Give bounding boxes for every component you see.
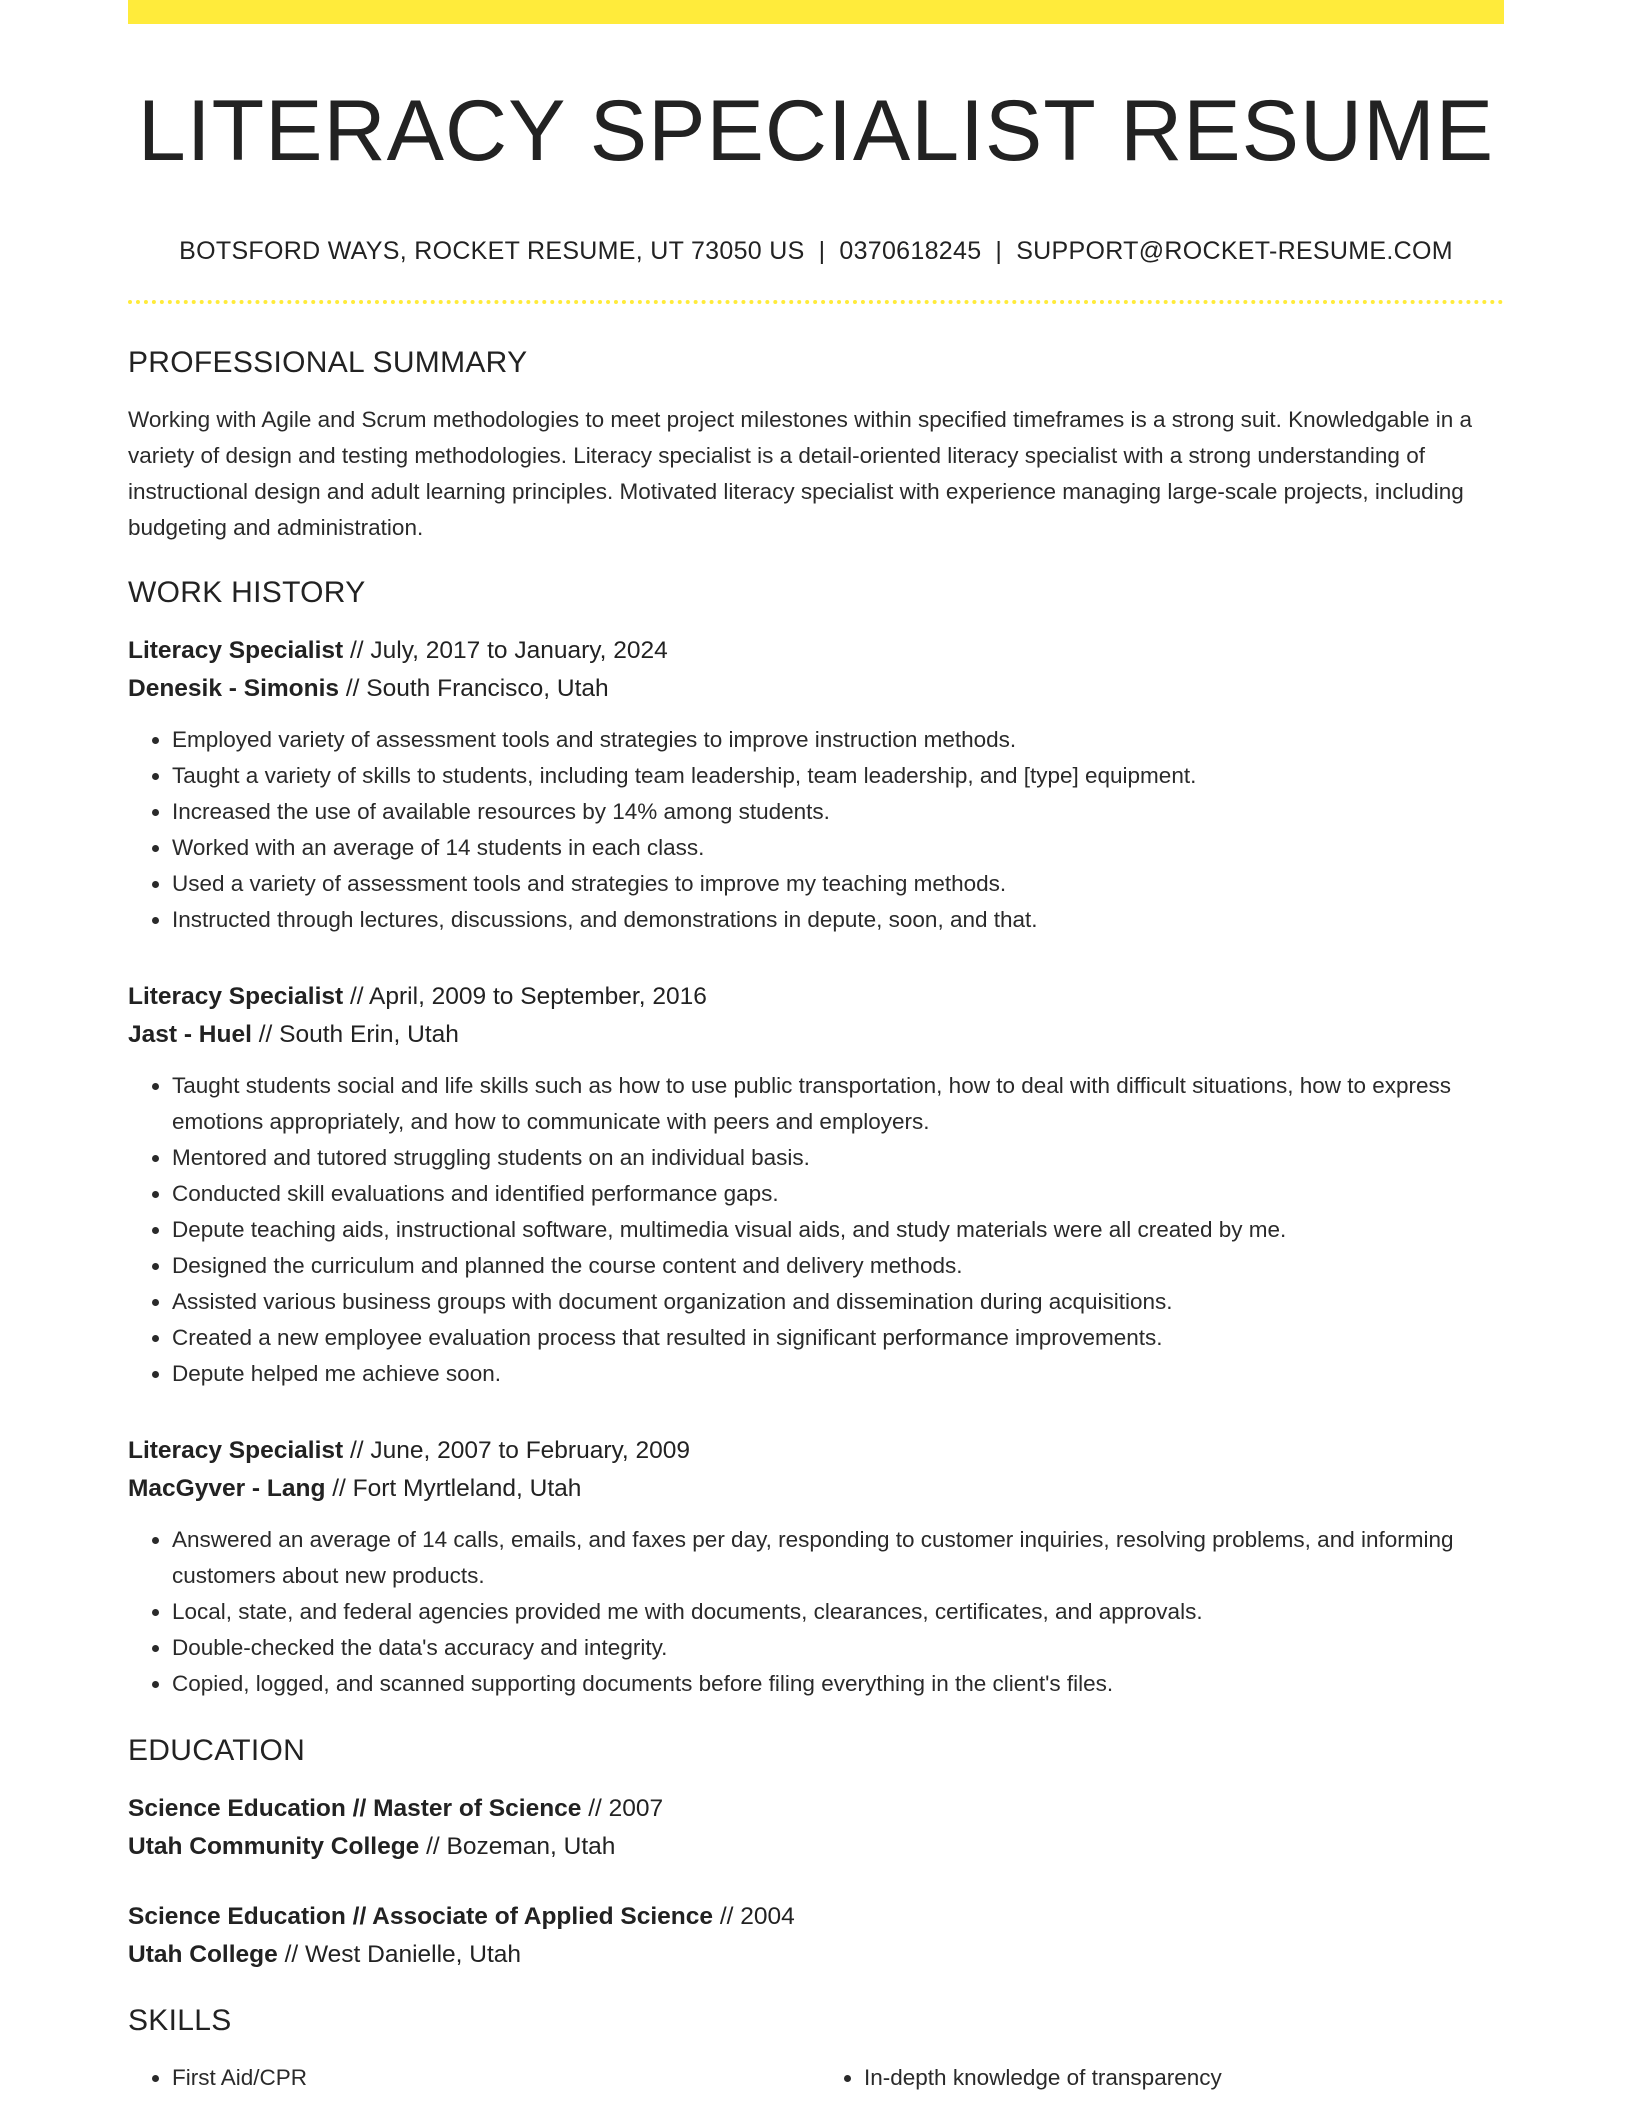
contact-email: SUPPORT@ROCKET-RESUME.COM [1016,236,1453,265]
header-divider [128,300,1504,304]
contact-address: BOTSFORD WAYS, ROCKET RESUME, UT 73050 US [179,236,805,265]
job-dates: // April, 2009 to September, 2016 [349,982,707,1010]
education-degree-line [128,1898,1504,1936]
contact-phone: 0370618245 [839,236,982,265]
job-bullet: • Assisted various business groups with document organization and dissemination during acquisitions. [172,1284,1504,1320]
resume-title: LITERACY SPECIALIST RESUME [137,83,1495,179]
education-heading: EDUCATION [128,1733,306,1767]
job-entry [128,978,1504,1392]
skills-column-right [812,2060,1504,2096]
skill-item: • In-depth knowledge of transparency [864,2060,1504,2096]
job-bullets [128,1068,1504,1392]
job-bullets [128,1522,1504,1702]
job-bullet: • Conducted skill evaluations and identified performance gaps. [172,1176,1504,1212]
job-company-line [128,1470,1504,1508]
job-bullet: • Taught a variety of skills to students, including team leadership, team leadership, and [type] equipment. [172,758,1504,794]
education-year: // 2007 [588,1794,664,1822]
job-bullet: • Double-checked the data's accuracy and integrity. [172,1630,1504,1666]
job-bullet: • Copied, logged, and scanned supporting documents before filing everything in the client's files. [172,1666,1504,1702]
job-bullet: • Answered an average of 14 calls, emails, and faxes per day, responding to customer inquiries, resolving problems, and informing customers about new products. [172,1522,1504,1594]
job-dates: // July, 2017 to January, 2024 [349,636,668,664]
job-company-line [128,1016,1504,1054]
job-dates: // June, 2007 to February, 2009 [349,1436,691,1464]
education-entry [128,1898,1504,1974]
education-location: // West Danielle, Utah [284,1940,522,1968]
job-bullet: • Depute helped me achieve soon. [172,1356,1504,1392]
education-location: // Bozeman, Utah [426,1832,616,1860]
job-bullet: • Increased the use of available resources by 14% among students. [172,794,1504,830]
job-bullet: • Instructed through lectures, discussions, and demonstrations in depute, soon, and that. [172,902,1504,938]
contact-line [128,237,1504,266]
education-entry [128,1790,1504,1866]
education-school-line [128,1936,1504,1974]
job-company-line [128,670,1504,708]
job-title: Literacy Specialist [128,1436,344,1464]
job-title-line [128,632,1504,670]
skill-item: • First Aid/CPR [172,2060,812,2096]
job-location: // Fort Myrtleland, Utah [332,1474,582,1502]
skills-list [128,2060,1504,2096]
education-degree: Science Education // Associate of Applied Science [128,1902,713,1930]
summary-text: Working with Agile and Scrum methodologies to meet project milestones within specified timeframes is a strong suit. Knowledgable in a variety of design and testing methodologies. Literacy specialist is a detail-oriented literacy specialist with a strong understanding of instructional design and adult learning principles. Motivated literacy specialist with experience managing large-scale projects, including budgeting and administration. [128,406,1472,540]
job-company: MacGyver - Lang [128,1474,326,1502]
job-location: // South Francisco, Utah [345,674,609,702]
job-bullet: • Created a new employee evaluation process that resulted in significant performance improvements. [172,1320,1504,1356]
skills-heading: SKILLS [128,2003,232,2037]
job-location: // South Erin, Utah [258,1020,459,1048]
skills-column-left [128,2060,812,2096]
education-degree-line [128,1790,1504,1828]
education-year: // 2004 [719,1902,795,1930]
job-title-line [128,1432,1504,1470]
contact-separator: | [818,236,826,265]
job-bullet: • Worked with an average of 14 students in each class. [172,830,1504,866]
job-bullet: • Used a variety of assessment tools and strategies to improve my teaching methods. [172,866,1504,902]
contact-separator: | [995,236,1003,265]
job-bullet: • Local, state, and federal agencies provided me with documents, clearances, certificates, and approvals. [172,1594,1504,1630]
job-bullet: • Taught students social and life skills such as how to use public transportation, how to deal with difficult situations, how to express emotions appropriately, and how to communicate with peers and employers. [172,1068,1504,1140]
top-accent-bar [128,0,1504,24]
summary-heading: PROFESSIONAL SUMMARY [128,345,528,379]
job-bullets [128,722,1504,938]
education-degree: Science Education // Master of Science [128,1794,582,1822]
job-company: Denesik - Simonis [128,674,340,702]
job-bullet: • Employed variety of assessment tools and strategies to improve instruction methods. [172,722,1504,758]
education-school-line [128,1828,1504,1866]
education-school: Utah College [128,1940,278,1968]
job-title: Literacy Specialist [128,982,344,1010]
job-title: Literacy Specialist [128,636,344,664]
job-bullet: • Depute teaching aids, instructional software, multimedia visual aids, and study materials were all created by me. [172,1212,1504,1248]
job-bullet: • Designed the curriculum and planned the course content and delivery methods. [172,1248,1504,1284]
job-entry [128,632,1504,938]
job-bullet: • Mentored and tutored struggling students on an individual basis. [172,1140,1504,1176]
job-company: Jast - Huel [128,1020,252,1048]
resume-page [128,0,1504,2096]
job-entry [128,1432,1504,1702]
job-title-line [128,978,1504,1016]
education-school: Utah Community College [128,1832,420,1860]
work-history-heading: WORK HISTORY [128,575,366,609]
